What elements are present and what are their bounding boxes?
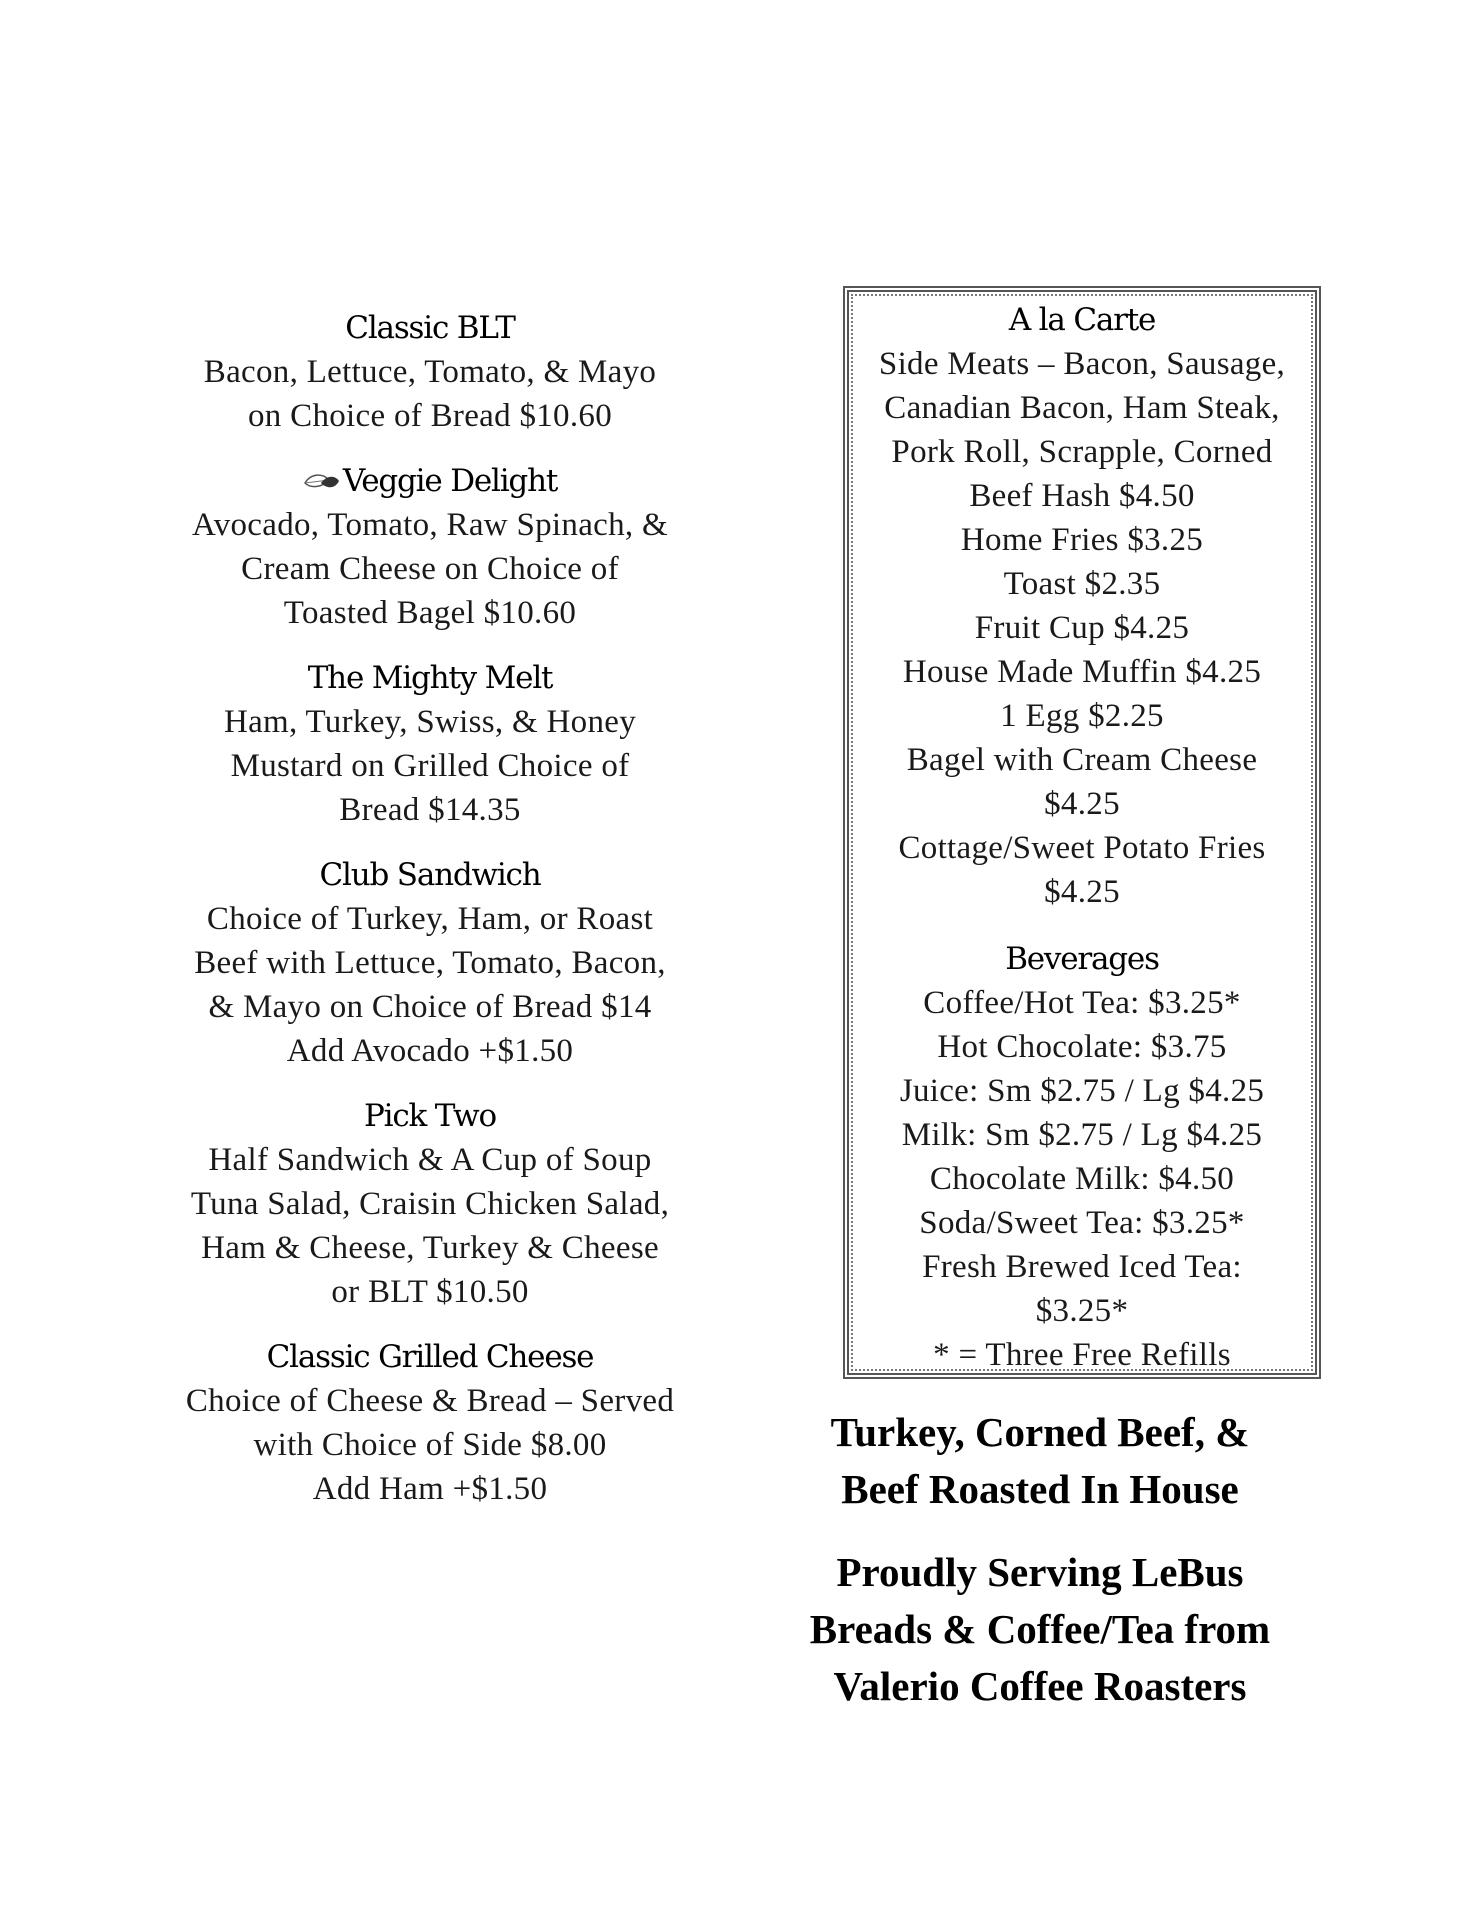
menu-item-title: Classic Grilled Cheese bbox=[266, 1339, 594, 1375]
beverage-line: $3.25* bbox=[1035, 1293, 1129, 1329]
menu-item-description: Avocado, Tomato, Raw Spinach, & bbox=[192, 507, 668, 543]
a-la-carte-line: Pork Roll, Scrapple, Corned bbox=[891, 434, 1273, 470]
a-la-carte-line: Cottage/Sweet Potato Fries bbox=[898, 830, 1266, 866]
menu-item-description: Ham & Cheese, Turkey & Cheese bbox=[201, 1230, 659, 1266]
beverage-line: Soda/Sweet Tea: $3.25* bbox=[919, 1205, 1245, 1241]
a-la-carte-section bbox=[849, 298, 1315, 914]
a-la-carte-line: 1 Egg $2.25 bbox=[1000, 698, 1164, 734]
menu-item-title-row bbox=[150, 459, 710, 503]
menu-item-club-sandwich bbox=[150, 853, 710, 1073]
beverage-line: Milk: Sm $2.75 / Lg $4.25 bbox=[901, 1117, 1263, 1153]
menu-item-title: Veggie Delight bbox=[342, 463, 558, 499]
note-line: Turkey, Corned Beef, & bbox=[830, 1409, 1250, 1455]
menu-item-description: Cream Cheese on Choice of bbox=[241, 551, 619, 587]
menu-item-description: Tuna Salad, Craisin Chicken Salad, bbox=[190, 1186, 670, 1222]
menu-item-veggie-delight bbox=[150, 459, 710, 635]
menu-item-description: Bread $14.35 bbox=[339, 792, 521, 828]
a-la-carte-line: $4.25 bbox=[1044, 874, 1120, 910]
menu-item-description: & Mayo on Choice of Bread $14 bbox=[208, 989, 652, 1025]
beverage-line: Chocolate Milk: $4.50 bbox=[929, 1161, 1235, 1197]
a-la-carte-line: Toast $2.35 bbox=[1003, 566, 1161, 602]
menu-item-mighty-melt bbox=[150, 656, 710, 832]
a-la-carte-line: Side Meats – Bacon, Sausage, bbox=[878, 346, 1286, 382]
beverages-title: Beverages bbox=[1005, 941, 1159, 977]
menu-item-title: Classic BLT bbox=[345, 310, 515, 346]
a-la-carte-line: House Made Muffin $4.25 bbox=[902, 654, 1262, 690]
beverage-line: Hot Chocolate: $3.75 bbox=[937, 1029, 1227, 1065]
note-line: Beef Roasted In House bbox=[841, 1466, 1239, 1512]
menu-item-description: Add Ham +$1.50 bbox=[312, 1471, 548, 1507]
beverage-line: Juice: Sm $2.75 / Lg $4.25 bbox=[899, 1073, 1265, 1109]
menu-item-description: Mustard on Grilled Choice of bbox=[230, 748, 630, 784]
menu-item-description: with Choice of Side $8.00 bbox=[253, 1427, 607, 1463]
beverage-line: Coffee/Hot Tea: $3.25* bbox=[923, 985, 1241, 1021]
a-la-carte-line: Home Fries $3.25 bbox=[960, 522, 1204, 558]
a-la-carte-box bbox=[843, 286, 1321, 1379]
roasted-in-house-note bbox=[770, 1404, 1310, 1518]
note-line: Breads & Coffee/Tea from bbox=[809, 1606, 1271, 1652]
menu-item-description: Bacon, Lettuce, Tomato, & Mayo bbox=[203, 354, 657, 390]
a-la-carte-line: $4.25 bbox=[1044, 786, 1120, 822]
menu-item-description: Ham, Turkey, Swiss, & Honey bbox=[223, 704, 637, 740]
sandwich-menu bbox=[150, 306, 710, 1532]
a-la-carte-line: Canadian Bacon, Ham Steak, bbox=[884, 390, 1280, 426]
menu-item-description: on Choice of Bread $10.60 bbox=[247, 398, 612, 434]
refills-note: * = Three Free Refills bbox=[933, 1337, 1231, 1373]
beverage-line: Fresh Brewed Iced Tea: bbox=[922, 1249, 1242, 1285]
menu-item-title: Club Sandwich bbox=[319, 857, 541, 893]
a-la-carte-title: A la Carte bbox=[1008, 302, 1156, 338]
menu-item-classic-grilled-cheese bbox=[150, 1335, 710, 1511]
menu-item-description: Toasted Bagel $10.60 bbox=[283, 595, 577, 631]
menu-item-description: Choice of Turkey, Ham, or Roast bbox=[206, 901, 654, 937]
a-la-carte-line: Bagel with Cream Cheese bbox=[906, 742, 1258, 778]
menu-item-classic-blt bbox=[150, 306, 710, 438]
a-la-carte-line: Fruit Cup $4.25 bbox=[974, 610, 1190, 646]
menu-item-description: Beef with Lettuce, Tomato, Bacon, bbox=[194, 945, 666, 981]
beverages-section bbox=[849, 937, 1315, 1377]
menu-item-title: The Mighty Melt bbox=[307, 660, 553, 696]
menu-item-description: Half Sandwich & A Cup of Soup bbox=[208, 1142, 652, 1178]
leaf-icon bbox=[303, 461, 341, 483]
note-line: Proudly Serving LeBus bbox=[836, 1549, 1244, 1595]
a-la-carte-line: Beef Hash $4.50 bbox=[969, 478, 1195, 514]
note-line: Valerio Coffee Roasters bbox=[833, 1663, 1247, 1709]
menu-item-description: Add Avocado +$1.50 bbox=[286, 1033, 574, 1069]
menu-item-title: Pick Two bbox=[364, 1098, 496, 1134]
menu-item-description: or BLT $10.50 bbox=[331, 1274, 529, 1310]
proudly-serving-note bbox=[770, 1544, 1310, 1715]
menu-item-description: Choice of Cheese & Bread – Served bbox=[185, 1383, 675, 1419]
menu-item-pick-two bbox=[150, 1094, 710, 1314]
